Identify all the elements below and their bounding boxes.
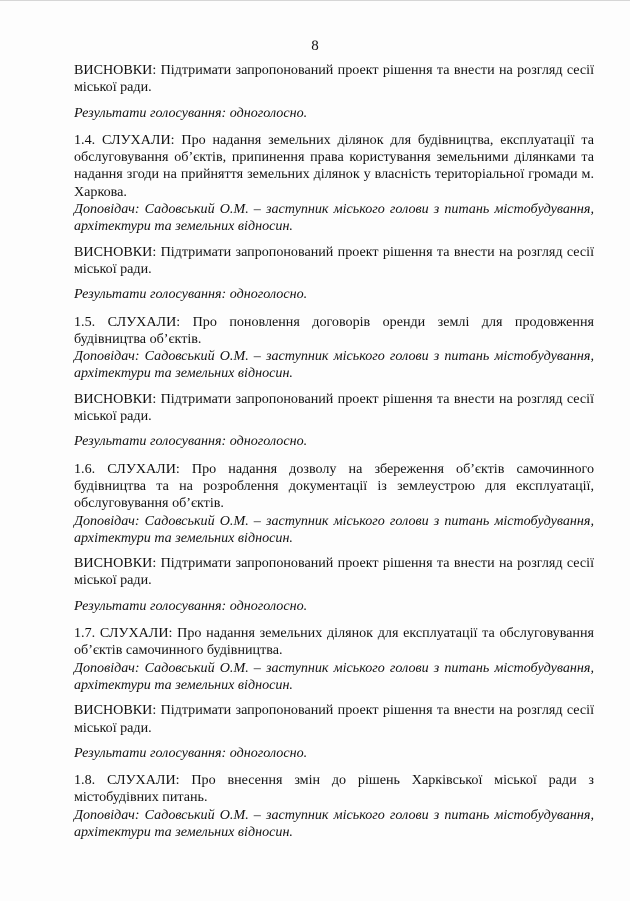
voting-results: Результати голосування: одноголосно.: [74, 744, 308, 761]
speaker-text: Доповідач: Садовський О.М. – заступник міського голови з питань містобудування, архітектури та земельних відносин.: [74, 348, 594, 382]
agenda-item-1-6: [74, 461, 594, 615]
page-number: 8: [311, 38, 319, 54]
conclusion-text: ВИСНОВКИ: Підтримати запропонований проект рішення та внести на розгляд сесії міської ради.: [74, 62, 594, 96]
document-body: [74, 62, 594, 841]
conclusion-text: ВИСНОВКИ: Підтримати запропонований проект рішення та внести на розгляд сесії міської ради.: [74, 243, 594, 277]
conclusion-text: ВИСНОВКИ: Підтримати запропонований проект рішення та внести на розгляд сесії міської ради.: [74, 702, 594, 736]
conclusion-text: ВИСНОВКИ: Підтримати запропонований проект рішення та внести на розгляд сесії міської ради.: [74, 390, 594, 425]
speaker-text: Доповідач: Садовський О.М. – заступник міського голови з питань містобудування, архітектури та земельних відносин.: [74, 512, 594, 546]
speaker-text: Доповідач: Садовський О.М. – заступник міського голови з питань містобудування, архітектури та земельних відносин.: [74, 659, 594, 693]
agenda-item-1-4: [74, 132, 594, 304]
agenda-item-1-5: [74, 314, 594, 451]
voting-results: Результати голосування: одноголосно.: [74, 104, 308, 121]
heard-text: 1.5. СЛУХАЛИ: Про поновлення договорів оренди землі для продовження будівництва об’єктів.: [74, 313, 594, 347]
voting-results: Результати голосування: одноголосно.: [74, 433, 308, 450]
heard-text: 1.7. СЛУХАЛИ: Про надання земельних ділянок для експлуатації та обслуговування об’єктів самочинного будівництва.: [74, 625, 594, 659]
conclusion-block: [74, 62, 594, 122]
agenda-item-1-8: [74, 772, 594, 841]
scan-top-edge: [0, 0, 630, 1]
voting-results: Результати голосування: одноголосно.: [74, 286, 308, 303]
heard-text: 1.6. СЛУХАЛИ: Про надання дозволу на збереження об’єктів самочинного будівництва та на розроблення документації із землеустрою для експлуатації, обслуговування об’єктів.: [74, 460, 594, 512]
conclusion-text: ВИСНОВКИ: Підтримати запропонований проект рішення та внести на розгляд сесії міської ради.: [74, 555, 594, 589]
speaker-text: Доповідач: Садовський О.М. – заступник міського голови з питань містобудування, архітектури та земельних відносин.: [74, 806, 594, 840]
voting-results: Результати голосування: одноголосно.: [74, 597, 308, 614]
heard-text: 1.4. СЛУХАЛИ: Про надання земельних ділянок для будівництва, експлуатації та обслуговування об’єктів, припинення права користування земельними ділянками та надання згоди на прийняття земельних ділянок у власність територіальної громади м. Харкова.: [74, 131, 594, 200]
agenda-item-1-7: [74, 625, 594, 762]
speaker-text: Доповідач: Садовський О.М. – заступник міського голови з питань містобудування, архітектури та земельних відносин.: [74, 201, 594, 235]
heard-text: 1.8. СЛУХАЛИ: Про внесення змін до рішень Харківської міської ради з містобудівних питань.: [74, 772, 594, 806]
